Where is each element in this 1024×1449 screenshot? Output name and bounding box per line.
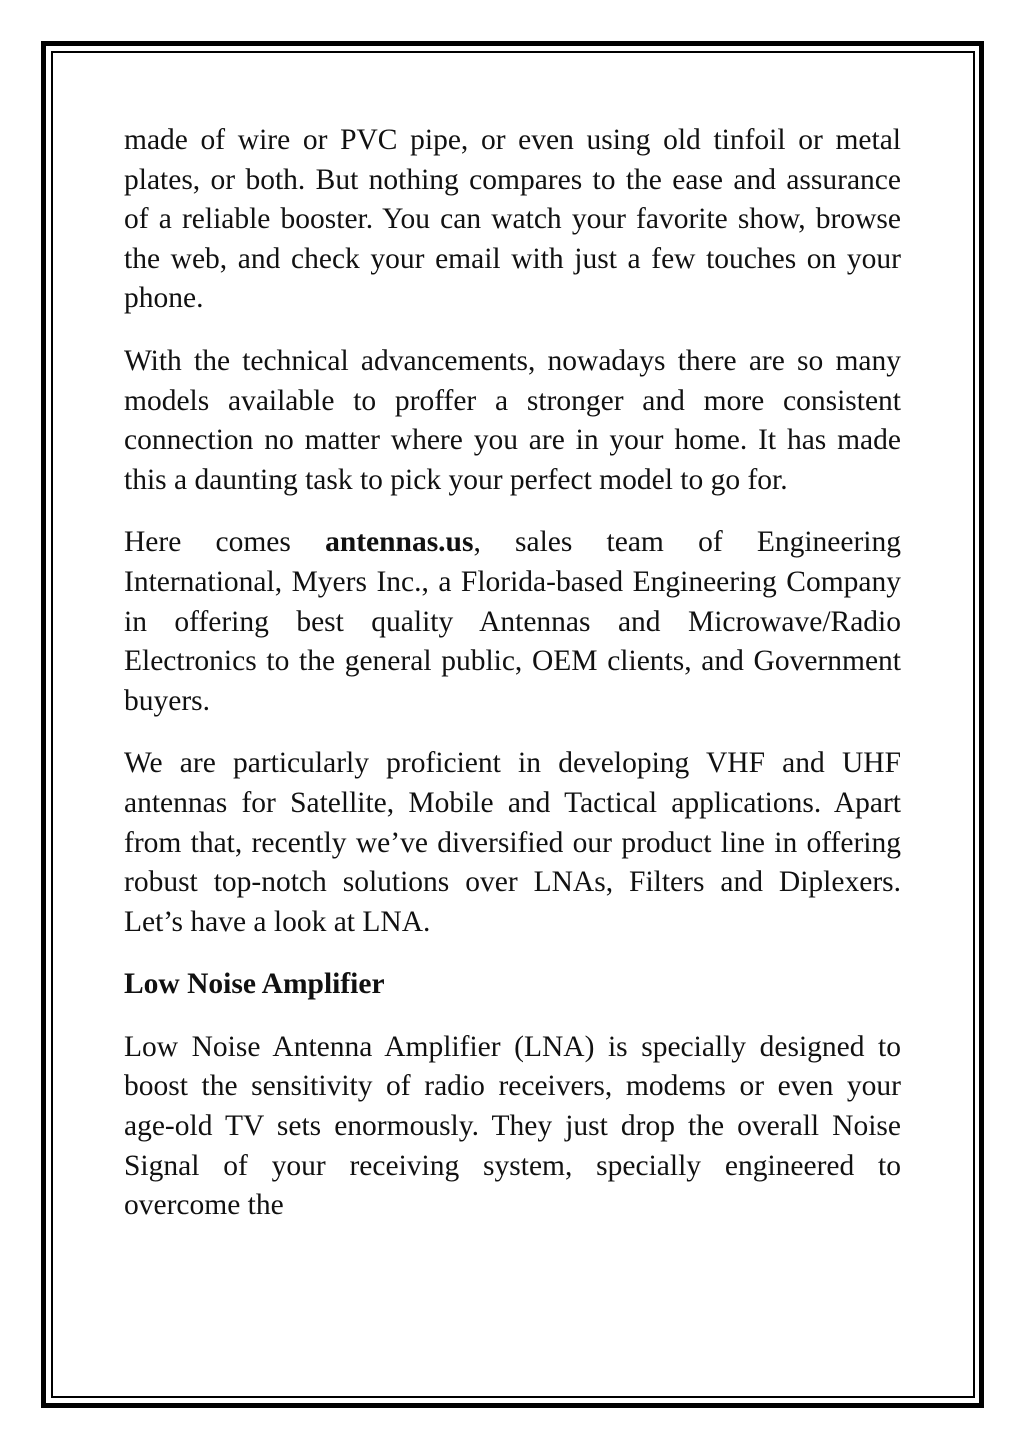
document-body (124, 121, 901, 1249)
paragraph-company-intro (124, 523, 901, 721)
company-intro-lead: Here comes (124, 526, 326, 559)
section-heading-lna: Low Noise Amplifier (124, 968, 385, 1001)
paragraph-lna-description: Low Noise Antenna Amplifier (LNA) is specially designed to boost the sensitivity of radio receivers, modems or even your age-old TV sets enormously. They just drop the overall Noise Signal of your receiving system, specially engineered to overcome the (124, 1030, 901, 1222)
brand-link-antennas-us[interactable]: antennas.us (325, 526, 474, 559)
paragraph-booster-intro: made of wire or PVC pipe, or even using old tinfoil or metal plates, or both. But nothing compares to the ease and assurance of a reliable booster. You can watch your favorite show, browse the web, and check your email with just a few touches on your phone. (124, 124, 901, 315)
paragraph-technical-advancements: With the technical advancements, nowadays there are so many models available to proffer a stronger and more consistent connection no matter where you are in your home. It has made this a daunting task to pick your perfect model to go for. (124, 344, 901, 496)
company-intro-rest: , sales team of Engineering International, Myers Inc., a Florida-based Engineering Company in offering best quality Antennas and Microwave/Radio Electronics to the general public, OEM clients, and Government buyers. (124, 526, 901, 717)
paragraph-vhf-uhf: We are particularly proficient in developing VHF and UHF antennas for Satellite, Mobile and Tactical applications. Apart from that, recently we’ve diversified our product line in offering robust top-notch solutions over LNAs, Filters and Diplexers. Let’s have a look at LNA. (124, 747, 901, 938)
